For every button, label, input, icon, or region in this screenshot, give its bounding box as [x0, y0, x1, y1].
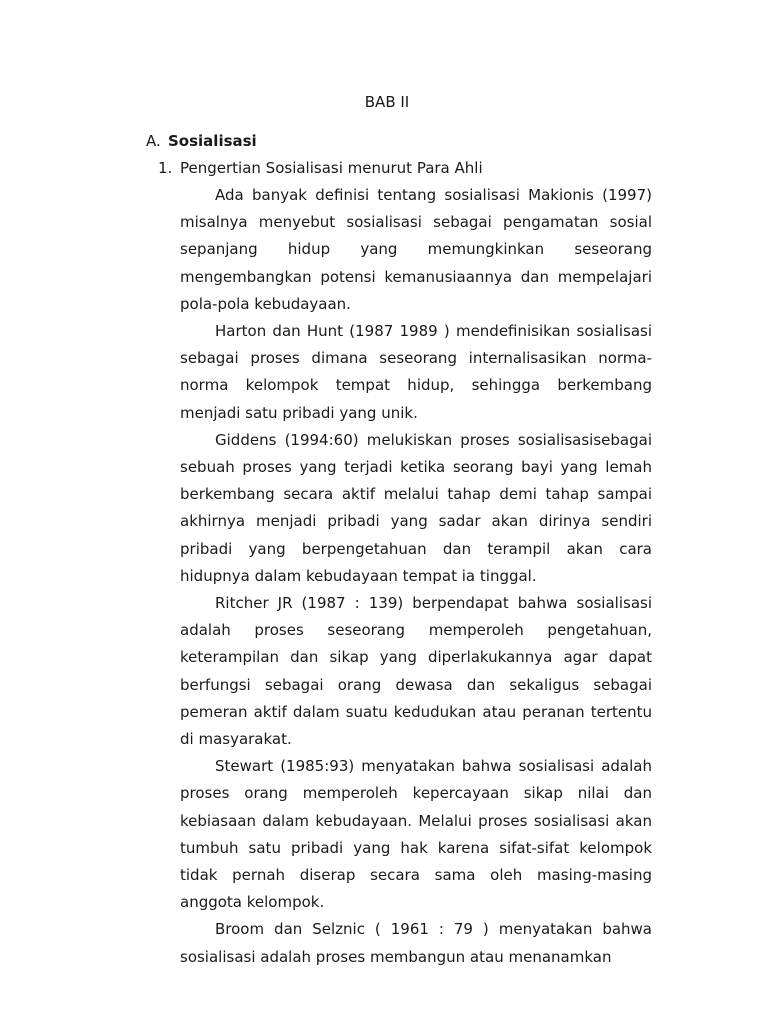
paragraph: Ritcher JR (1987 : 139) berpendapat bahwa sosialisasi adalah proses seseorang memperoleh pengetahuan, keterampilan dan sikap yang diperlakukannya agar dapat berfungsi sebagai orang dewasa dan sekaligus sebagai pemeran aktif dalam suatu kedudukan atau peranan tertentu di masyarakat.: [180, 594, 652, 749]
subsection-title: Pengertian Sosialisasi menurut Para Ahli: [180, 159, 483, 177]
paragraph: Harton dan Hunt (1987 1989 ) mendefinisikan sosialisasi sebagai proses dimana seseorang internalisasikan norma-norma kelompok tempat hidup, sehingga berkembang menjadi satu pribadi yang unik.: [180, 322, 652, 422]
subsection-heading: [158, 158, 483, 178]
paragraph: Stewart (1985:93) menyatakan bahwa sosialisasi adalah proses orang memperoleh kepercayaan sikap nilai dan kebiasaan dalam kebudayaan. Melalui proses sosialisasi akan tumbuh satu pribadi yang hak karena sifat-sifat kelompok tidak pernah diserap secara sama oleh masing-masing anggota kelompok.: [180, 757, 652, 912]
paragraph: Ada banyak definisi tentang sosialisasi Makionis (1997) misalnya menyebut sosialisasi sebagai pengamatan sosial sepanjang hidup yang memungkinkan seseorang mengembangkan potensi kemanusiaannya dan mempelajari pola-pola kebudayaan.: [180, 186, 652, 313]
chapter-heading: BAB II: [364, 93, 410, 111]
section-title: Sosialisasi: [168, 132, 257, 150]
section-heading: [146, 131, 257, 151]
body-text: [180, 182, 652, 971]
paragraph: Giddens (1994:60) melukiskan proses sosialisasisebagai sebuah proses yang terjadi ketika seorang bayi yang lemah berkembang secara aktif melalui tahap demi tahap sampai akhirnya menjadi pribadi yang sadar akan dirinya sendiri pribadi yang berpengetahuan dan terampil akan cara hidupnya dalam kebudayaan tempat ia tinggal.: [180, 430, 652, 585]
paragraph: Broom dan Selznic ( 1961 : 79 ) menyatakan bahwa sosialisasi adalah proses membangun atau menanamkan: [180, 920, 652, 966]
subsection-number: 1.: [158, 159, 173, 177]
section-letter: A.: [146, 132, 161, 150]
